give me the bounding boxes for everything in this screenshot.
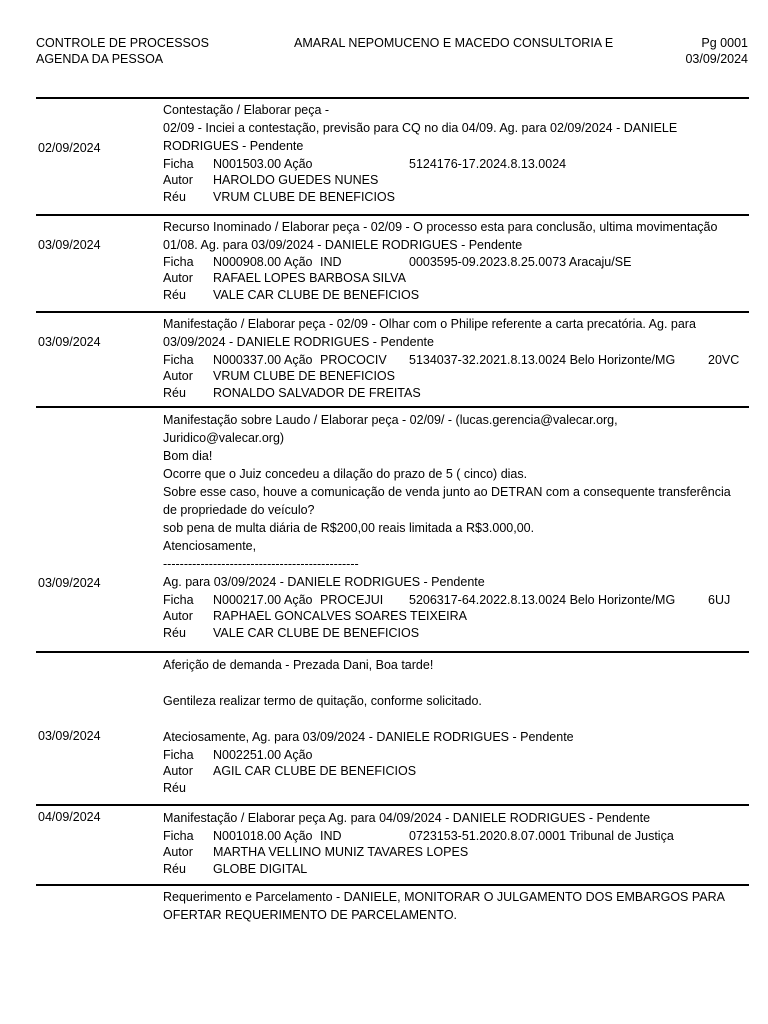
entry-description-line: RODRIGUES - Pendente — [163, 139, 304, 153]
ficha-value: N000908.00 — [213, 255, 282, 269]
reu-label: Réu — [163, 861, 186, 876]
autor-row — [163, 608, 749, 624]
entry-description-line: Ocorre que o Juiz concedeu a dilação do prazo de 5 ( cinco) dias. — [163, 467, 528, 481]
entry-description-line: Requerimento e Parcelamento - DANIELE, MONITORAR O JULGAMENTO DOS EMBARGOS PARA — [163, 890, 725, 904]
entry-date: 03/09/2024 — [38, 729, 101, 743]
agenda-entry — [36, 653, 749, 803]
ficha-row — [163, 747, 749, 763]
entry-fields — [163, 254, 749, 303]
entry-separator — [36, 97, 749, 99]
entry-description-line: de propriedade do veículo? — [163, 503, 315, 517]
entry-description-line: Ag. para 03/09/2024 - DANIELE RODRIGUES - Pendente — [163, 575, 485, 589]
reu-label: Réu — [163, 189, 186, 204]
autor-label: Autor — [163, 271, 193, 286]
reu-value: VALE CAR CLUBE DE BENEFICIOS — [213, 287, 420, 302]
entry-fields — [163, 747, 749, 796]
entry-date: 03/09/2024 — [38, 335, 101, 349]
entry-description-line: Aferição de demanda - Prezada Dani, Boa tarde! — [163, 658, 434, 672]
entry-body — [163, 656, 749, 796]
reu-value: VALE CAR CLUBE DE BENEFICIOS — [213, 625, 420, 640]
reu-label: Réu — [163, 287, 186, 302]
process-number: 5134037-32.2021.8.13.0024 Belo Horizonte/MG — [409, 353, 676, 367]
process-number: 0723153-51.2020.8.07.0001 Tribunal de Justiça — [409, 829, 674, 843]
acao-label: Ação — [284, 353, 313, 367]
ficha-label: Ficha — [163, 255, 194, 269]
entry-description-line: OFERTAR REQUERIMENTO DE PARCELAMENTO. — [163, 908, 458, 922]
reu-row — [163, 385, 749, 401]
reu-row — [163, 287, 749, 303]
acao-type: IND — [320, 829, 342, 843]
entry-fields — [163, 156, 749, 205]
ficha-label: Ficha — [163, 829, 194, 843]
agenda-entry — [36, 216, 749, 310]
autor-label: Autor — [163, 845, 193, 860]
reu-row — [163, 780, 749, 796]
report-date: 03/09/2024 — [685, 52, 748, 66]
ficha-label: Ficha — [163, 748, 194, 762]
page-number: Pg 0001 — [701, 36, 748, 50]
autor-row — [163, 270, 749, 286]
acao-type: IND — [320, 255, 342, 269]
entry-date: 03/09/2024 — [38, 576, 101, 590]
entry-separator — [36, 214, 749, 216]
agenda-entry — [36, 806, 749, 883]
court-code: 6UJ — [708, 593, 731, 607]
ficha-label: Ficha — [163, 353, 194, 367]
entry-fields — [163, 592, 749, 641]
entry-separator — [36, 651, 749, 653]
entry-description-line: sob pena de multa diária de R$200,00 reais limitada a R$3.000,00. — [163, 521, 535, 535]
entry-fields — [163, 828, 749, 877]
entry-date: 02/09/2024 — [38, 141, 101, 155]
autor-row — [163, 172, 749, 188]
entry-description-line: Manifestação / Elaborar peça - 02/09 - Olhar com o Philipe referente a carta precatória. Ag. para — [163, 317, 696, 331]
court-code: 20VC — [708, 353, 740, 367]
ficha-row — [163, 352, 749, 368]
reu-label: Réu — [163, 625, 186, 640]
report-title-line2: AGENDA DA PESSOA — [36, 52, 164, 66]
entry-description-line: 02/09 - Inciei a contestação, previsão para CQ no dia 04/09. Ag. para 02/09/2024 - DANIELE — [163, 121, 678, 135]
acao-label: Ação — [284, 829, 313, 843]
ficha-value: N000217.00 — [213, 593, 282, 607]
entry-description-line: Sobre esse caso, houve a comunicação de venda junto ao DETRAN com a consequente transferência — [163, 485, 731, 499]
agenda-entry — [36, 313, 749, 405]
ficha-value: N001503.00 — [213, 157, 282, 171]
autor-value: RAFAEL LOPES BARBOSA SILVA — [213, 271, 406, 286]
acao-label: Ação — [284, 748, 313, 762]
reu-row — [163, 625, 749, 641]
entry-description-line: Contestação / Elaborar peça - — [163, 103, 330, 117]
autor-label: Autor — [163, 173, 193, 188]
entry-date: 03/09/2024 — [38, 238, 101, 252]
ficha-row — [163, 828, 749, 844]
entry-description-line: Ateciosamente, Ag. para 03/09/2024 - DANIELE RODRIGUES - Pendente — [163, 730, 574, 744]
acao-label: Ação — [284, 593, 313, 607]
process-number: 5206317-64.2022.8.13.0024 Belo Horizonte/MG — [409, 593, 676, 607]
process-number: 5124176-17.2024.8.13.0024 — [409, 157, 567, 171]
reu-value: RONALDO SALVADOR DE FREITAS — [213, 385, 421, 400]
autor-label: Autor — [163, 609, 193, 624]
ficha-label: Ficha — [163, 157, 194, 171]
ficha-label: Ficha — [163, 593, 194, 607]
autor-value: HAROLDO GUEDES NUNES — [213, 173, 379, 188]
autor-value: AGIL CAR CLUBE DE BENEFICIOS — [213, 764, 417, 779]
autor-row — [163, 368, 749, 384]
entry-body — [163, 218, 749, 303]
entry-description-line: Atenciosamente, — [163, 539, 257, 553]
agenda-entry — [36, 886, 749, 930]
reu-row — [163, 861, 749, 877]
agenda-entry — [36, 99, 749, 213]
entry-description-line — [163, 674, 749, 692]
entry-body — [163, 411, 749, 641]
ficha-value: N000337.00 — [213, 353, 282, 367]
reu-row — [163, 189, 749, 205]
ficha-value: N001018.00 — [213, 829, 282, 843]
reu-value: GLOBE DIGITAL — [213, 861, 308, 876]
autor-row — [163, 763, 749, 779]
reu-label: Réu — [163, 780, 186, 795]
entry-description-line: Recurso Inominado / Elaborar peça - 02/09 - O processo esta para conclusão, ultima movimentação — [163, 220, 718, 234]
report-title — [36, 35, 209, 67]
acao-label: Ação — [284, 255, 313, 269]
ficha-row — [163, 592, 749, 608]
ficha-value: N002251.00 — [213, 748, 282, 762]
entry-description-line: 01/08. Ag. para 03/09/2024 - DANIELE RODRIGUES - Pendente — [163, 238, 523, 252]
company-name: AMARAL NEPOMUCENO E MACEDO CONSULTORIA E — [294, 36, 614, 50]
entry-description-line — [163, 710, 749, 728]
entry-description-line: Manifestação sobre Laudo / Elaborar peça - 02/09/ - (lucas.gerencia@valecar.org, — [163, 413, 618, 427]
acao-type: PROCOCIV — [320, 353, 387, 367]
reu-label: Réu — [163, 385, 186, 400]
entry-description-line: Juridico@valecar.org) — [163, 431, 285, 445]
entry-description-line: 03/09/2024 - DANIELE RODRIGUES - Pendente — [163, 335, 434, 349]
report-title-line1: CONTROLE DE PROCESSOS — [36, 36, 209, 50]
autor-label: Autor — [163, 369, 193, 384]
entry-separator — [36, 311, 749, 313]
agenda-entry — [36, 408, 749, 650]
process-number: 0003595-09.2023.8.25.0073 Aracaju/SE — [409, 255, 632, 269]
entry-separator — [36, 884, 749, 886]
entry-body — [163, 101, 749, 205]
autor-value: VRUM CLUBE DE BENEFICIOS — [213, 369, 395, 384]
autor-value: RAPHAEL GONCALVES SOARES TEIXEIRA — [213, 609, 468, 624]
entry-separator — [36, 804, 749, 806]
acao-type: PROCEJUI — [320, 593, 384, 607]
entry-separator — [36, 406, 749, 408]
entry-body — [163, 315, 749, 401]
reu-value: VRUM CLUBE DE BENEFICIOS — [213, 189, 395, 204]
entry-description-line: Bom dia! — [163, 449, 213, 463]
entry-fields — [163, 352, 749, 401]
ficha-row — [163, 254, 749, 270]
autor-label: Autor — [163, 764, 193, 779]
entry-date: 04/09/2024 — [38, 810, 101, 824]
entry-body — [163, 809, 749, 877]
entry-body — [163, 888, 749, 924]
entry-description-line: Manifestação / Elaborar peça Ag. para 04/09/2024 - DANIELE RODRIGUES - Pendente — [163, 811, 651, 825]
acao-label: Ação — [284, 157, 313, 171]
page-info — [685, 35, 748, 67]
entry-description-line: ----------------------------------------------- — [163, 557, 359, 571]
autor-value: MARTHA VELLINO MUNIZ TAVARES LOPES — [213, 845, 469, 860]
ficha-row — [163, 156, 749, 172]
autor-row — [163, 844, 749, 860]
entry-description-line: Gentileza realizar termo de quitação, conforme solicitado. — [163, 694, 482, 708]
